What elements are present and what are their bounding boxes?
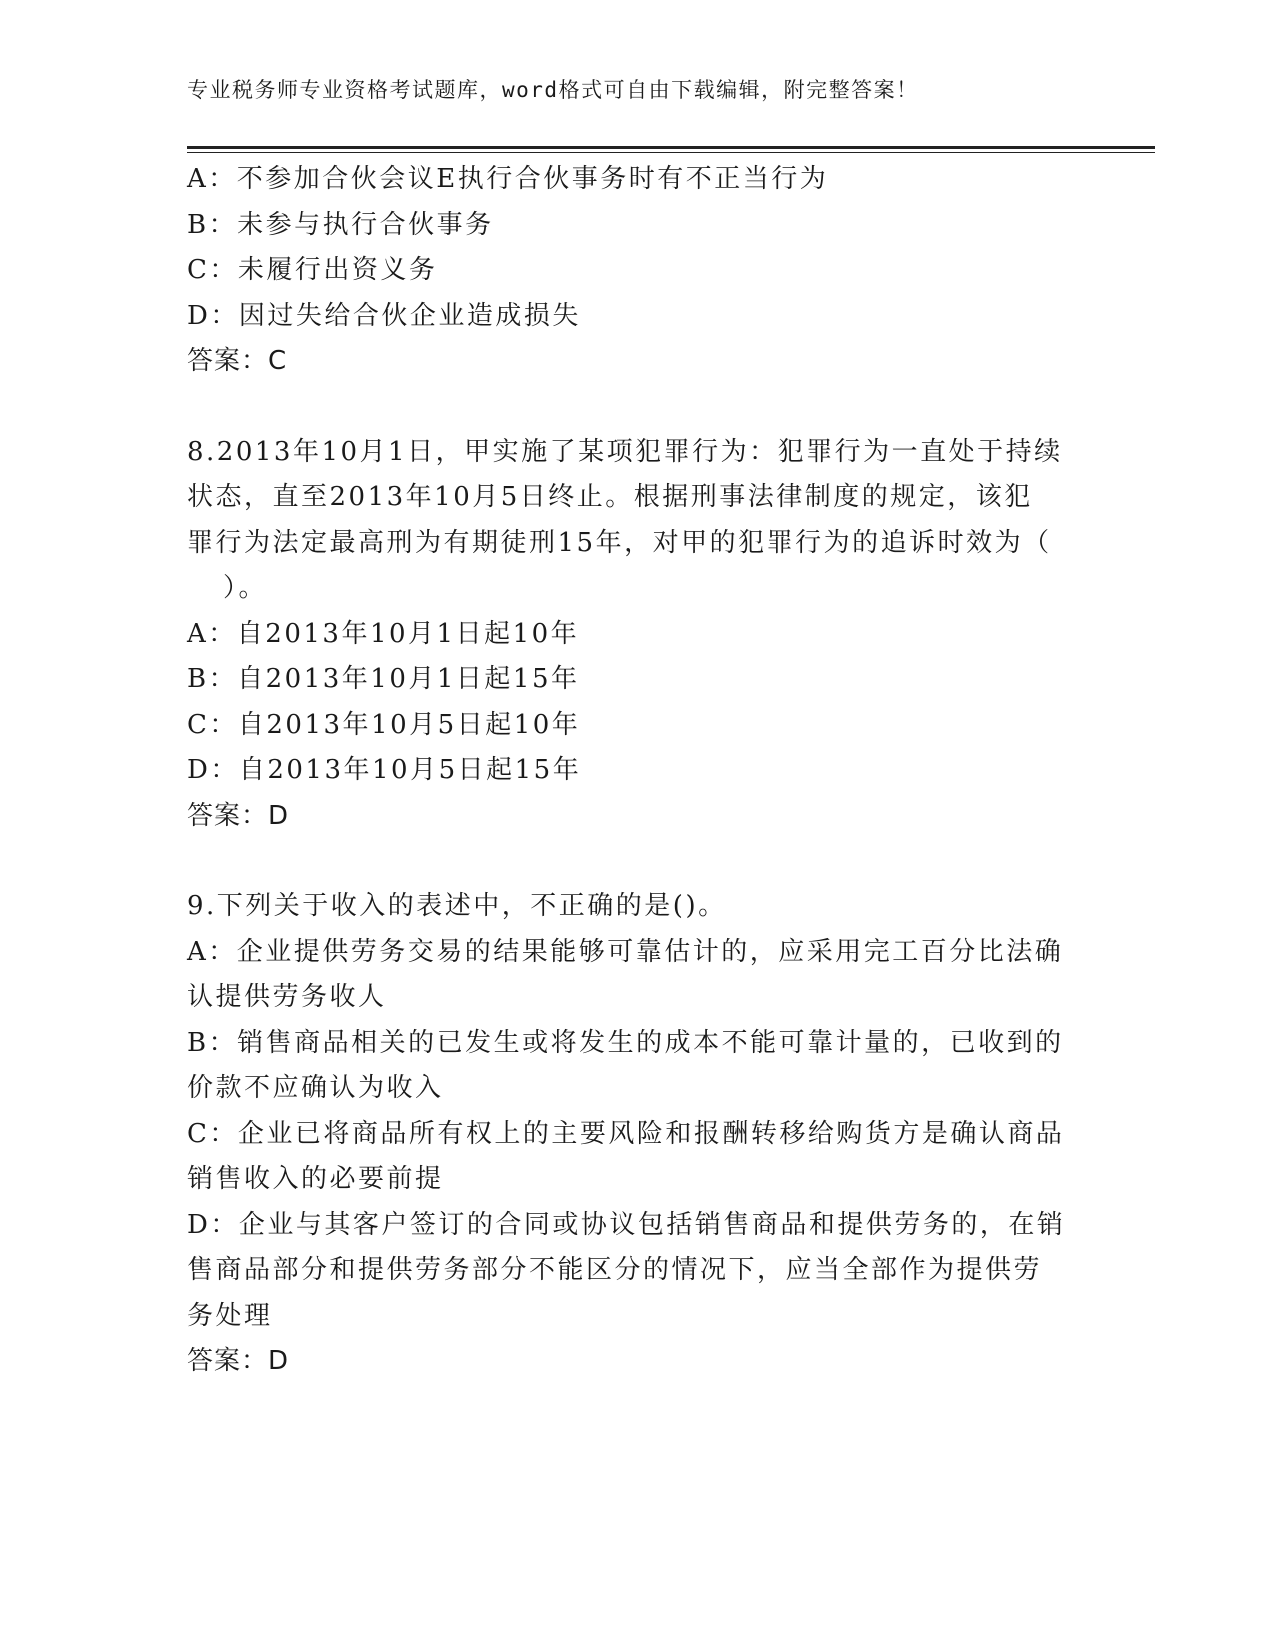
header-rule-thick <box>187 146 1155 149</box>
q9-option-line: A：企业提供劳务交易的结果能够可靠估计的，应采用完工百分比法确 <box>187 936 1064 967</box>
q8-stem-line: ）。 <box>223 573 268 603</box>
q7-option-d: D：因过失给合伙企业造成损失 <box>187 300 581 331</box>
q9-option-line: 销售收入的必要前提 <box>187 1164 444 1194</box>
q7-answer: 答案：C <box>187 346 288 376</box>
header-rule-thin <box>187 152 1155 153</box>
question-content <box>187 157 1087 1385</box>
q7-option-b: B：未参与执行合伙事务 <box>187 209 494 240</box>
q9-option-line: 认提供劳务收人 <box>187 982 387 1012</box>
q7-option-c: C：未履行出资义务 <box>187 255 438 285</box>
q8-stem-line: 罪行为法定最高刑为有期徒刑15年，对甲的犯罪行为的追诉时效为（ <box>187 527 1052 558</box>
q8-option-c: C：自2013年10月5日起10年 <box>187 709 581 740</box>
q9-stem: 9.下列关于收入的表述中，不正确的是()。 <box>187 891 727 921</box>
q9-option-line: D：企业与其客户签订的合同或协议包括销售商品和提供劳务的，在销 <box>187 1209 1066 1240</box>
q7-option-a: A：不参加合伙会议E执行合伙事务时有不正当行为 <box>187 164 829 194</box>
q8-stem-line: 8.2013年10月1日，甲实施了某项犯罪行为：犯罪行为一直处于持续 <box>187 436 1063 467</box>
q8-answer: 答案：D <box>187 800 290 831</box>
q9-option-line: C：企业已将商品所有权上的主要风险和报酬转移给购货方是确认商品 <box>187 1118 1065 1149</box>
q9-option-line: 价款不应确认为收入 <box>187 1073 444 1103</box>
page-header: 专业税务师专业资格考试题库，word格式可自由下载编辑，附完整答案！ <box>187 78 919 102</box>
q9-answer: 答案：D <box>187 1346 290 1376</box>
q8-stem-line: 状态，直至2013年10月5日终止。根据刑事法律制度的规定，该犯 <box>187 482 1033 512</box>
q8-option-d: D：自2013年10月5日起15年 <box>187 755 582 785</box>
q9-option-line: B：销售商品相关的已发生或将发生的成本不能可靠计量的，已收到的 <box>187 1027 1064 1058</box>
q9-option-line: 务处理 <box>187 1300 273 1331</box>
q8-option-a: A：自2013年10月1日起10年 <box>187 618 580 649</box>
q8-option-b: B：自2013年10月1日起15年 <box>187 664 580 694</box>
q9-option-line: 售商品部分和提供劳务部分不能区分的情况下，应当全部作为提供劳 <box>187 1255 1043 1285</box>
